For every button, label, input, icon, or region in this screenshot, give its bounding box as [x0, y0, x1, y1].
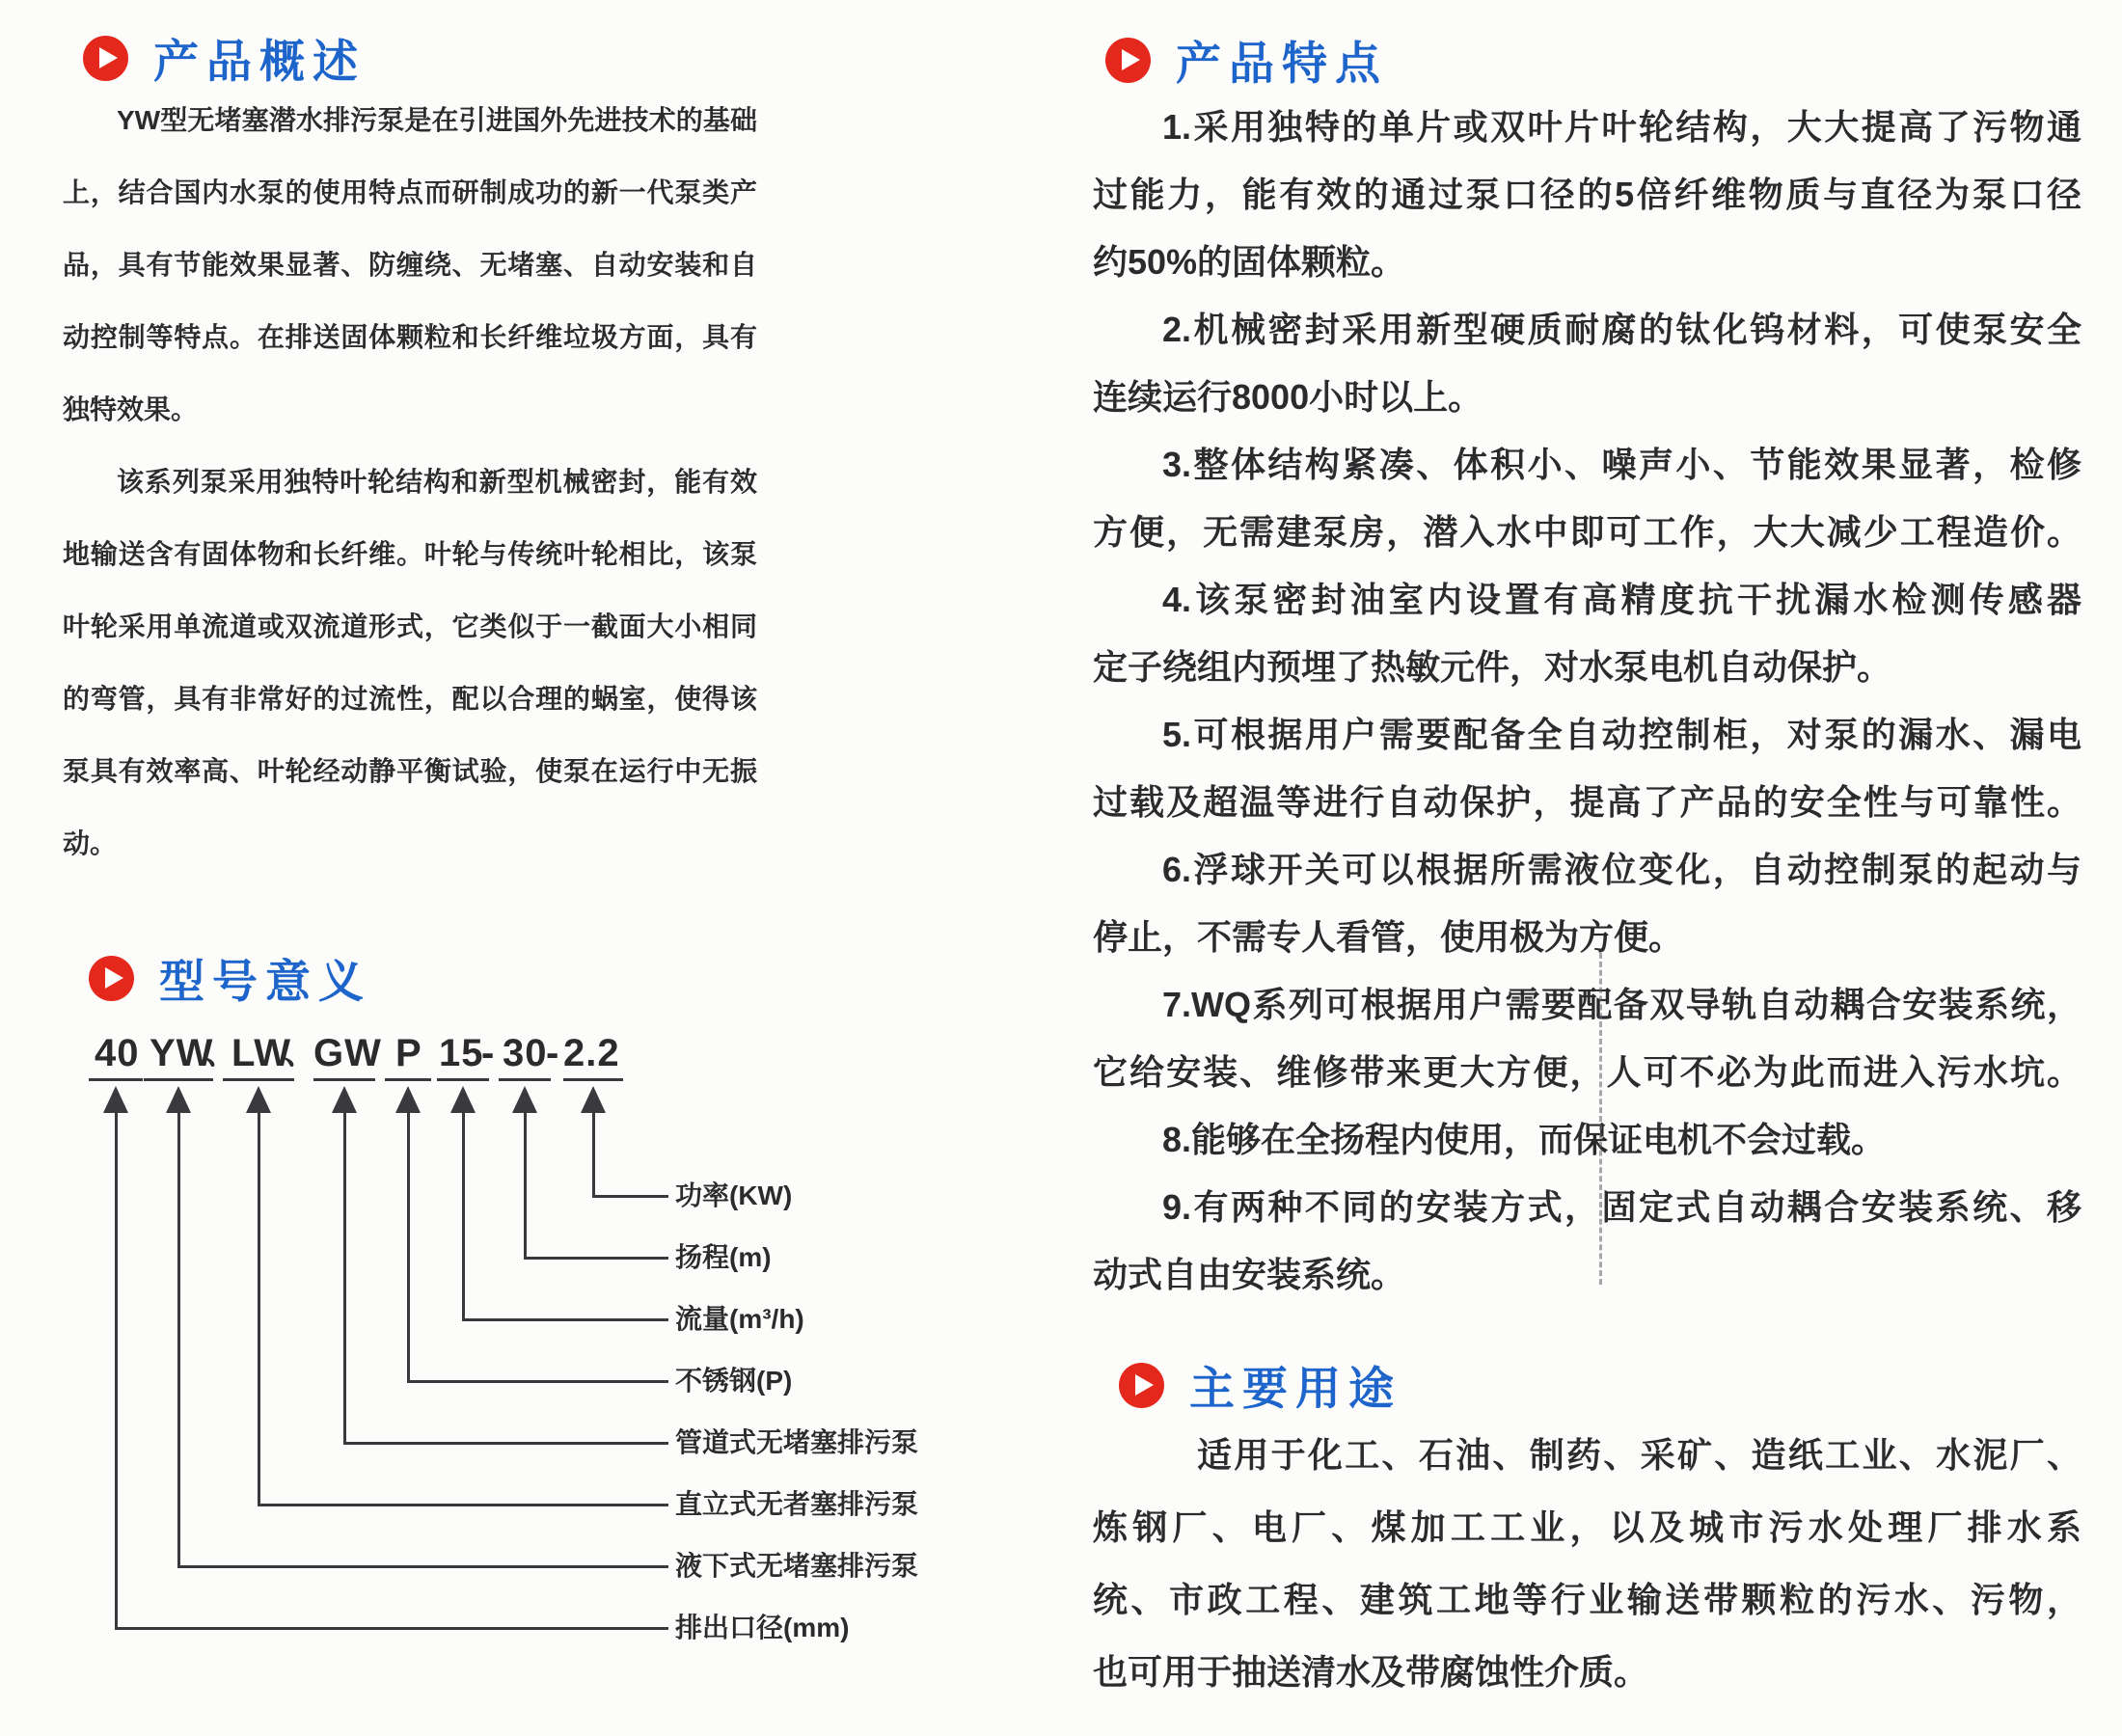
- connector-line: [343, 1113, 346, 1443]
- text-line: 动。: [63, 828, 118, 858]
- text-line: 叶轮采用单流道或双流道形式，它类似于一截面大小相同: [63, 611, 757, 641]
- text-line: 的弯管，具有非常好的过流性，配以合理的蜗室，使得该: [63, 684, 757, 714]
- code-underline: [313, 1078, 375, 1081]
- arrow-up-icon: [103, 1086, 128, 1113]
- text-line: 约50%的固体颗粒。: [1093, 242, 1406, 282]
- connector-line: [592, 1113, 595, 1196]
- arrow-up-icon: [166, 1086, 191, 1113]
- connector-line: [462, 1113, 465, 1319]
- model-code-part: 15: [439, 1032, 484, 1074]
- text-line: 统、市政工程、建筑工地等行业输送带颗粒的污水、污物，: [1093, 1580, 2081, 1619]
- arrow-up-icon: [450, 1086, 476, 1113]
- play-circle-icon: [1119, 1363, 1164, 1408]
- section-title-overview: 产品概述: [153, 35, 366, 87]
- text-line: 9.有两种不同的安装方式，固定式自动耦合安装系统、移: [1162, 1187, 2081, 1227]
- model-code-part: 30: [503, 1032, 548, 1074]
- model-code-part: 、: [204, 1035, 238, 1071]
- code-underline: [437, 1078, 489, 1081]
- text-line: 该系列泵采用独特叶轮结构和新型机械密封，能有效: [117, 467, 757, 497]
- model-code-part: YW: [150, 1032, 214, 1074]
- text-line: 4.该泵密封油室内设置有高精度抗干扰漏水检测传感器: [1162, 580, 2081, 619]
- text-line: 地输送含有固体物和长纤维。叶轮与传统叶轮相比，该泵: [63, 539, 757, 569]
- text-line: 停止，不需专人看管，使用极为方便。: [1093, 917, 1684, 957]
- connector-line: [177, 1113, 180, 1566]
- text-line: 5.可根据用户需要配备全自动控制柜，对泵的漏水、漏电: [1162, 715, 2081, 754]
- connector-line: [524, 1113, 527, 1258]
- text-line: 也可用于抽送清水及带腐蚀性介质。: [1093, 1652, 1649, 1692]
- features-list: [1093, 94, 2081, 1309]
- overview-paragraphs: [63, 84, 757, 880]
- connector-line: [115, 1627, 668, 1630]
- section-header-usage: [1119, 1358, 1401, 1412]
- text-line: 2.机械密封采用新型硬质耐腐的钛化钨材料，可使泵安全: [1162, 310, 2081, 349]
- code-underline: [385, 1078, 431, 1081]
- arrow-up-icon: [246, 1086, 271, 1113]
- code-meaning-label: 管道式无堵塞排污泵: [675, 1427, 919, 1457]
- connector-line: [407, 1113, 410, 1381]
- arrow-up-icon: [332, 1086, 357, 1113]
- connector-line: [177, 1565, 668, 1568]
- text-line: 适用于化工、石油、制药、采矿、造纸工业、水泥厂、: [1197, 1435, 2081, 1475]
- connector-line: [258, 1504, 668, 1506]
- text-line: 6.浮球开关可以根据所需液位变化，自动控制泵的起动与: [1162, 850, 2081, 889]
- connector-line: [343, 1442, 668, 1445]
- section-header-overview: [83, 31, 366, 85]
- text-line: 7.WQ系列可根据用户需要配备双导轨自动耦合安装系统，: [1162, 985, 2081, 1024]
- text-line: 定子绕组内预埋了热敏元件，对水泵电机自动保护。: [1093, 647, 1892, 687]
- code-meaning-label: 扬程(m): [675, 1242, 772, 1272]
- text-line: 动控制等特点。在排送固体颗粒和长纤维垃圾方面，具有: [63, 322, 757, 352]
- play-circle-icon: [83, 36, 128, 81]
- play-triangle-icon: [1135, 1374, 1154, 1396]
- code-meaning-label: 液下式无堵塞排污泵: [675, 1551, 919, 1581]
- text-line: 炼钢厂、电厂、煤加工工业，以及城市污水处理厂排水系: [1093, 1507, 2081, 1547]
- arrow-up-icon: [512, 1086, 537, 1113]
- model-code-part: LW: [231, 1032, 291, 1074]
- usage-paragraph: [1093, 1419, 2081, 1708]
- code-meaning-label: 功率(KW): [675, 1180, 793, 1210]
- model-code-part: P: [395, 1032, 422, 1074]
- model-code-part: -: [546, 1032, 560, 1074]
- text-line: 3.整体结构紧凑、体积小、噪声小、节能效果显著，检修: [1162, 445, 2081, 484]
- section-header-model: [89, 951, 371, 1005]
- connector-line: [115, 1113, 118, 1628]
- section-title-features: 产品特点: [1176, 37, 1388, 89]
- code-underline: [499, 1078, 551, 1081]
- connector-line: [524, 1257, 668, 1260]
- text-line: 过能力，能有效的通过泵口径的5倍纤维物质与直径为泵口径: [1093, 175, 2081, 214]
- text-line: 独特效果。: [63, 394, 199, 424]
- code-underline: [563, 1078, 623, 1081]
- model-code-part: -: [481, 1032, 496, 1074]
- code-underline: [89, 1078, 143, 1081]
- connector-line: [258, 1113, 260, 1505]
- code-underline: [223, 1078, 294, 1081]
- text-line: 过载及超温等进行自动保护，提高了产品的安全性与可靠性。: [1093, 782, 2081, 822]
- connector-line: [407, 1380, 668, 1383]
- text-line: 方便，无需建泵房，潜入水中即可工作，大大减少工程造价。: [1093, 512, 2081, 552]
- model-code-part: 、: [284, 1035, 317, 1071]
- code-meaning-label: 流量(m³/h): [675, 1304, 804, 1334]
- arrow-up-icon: [395, 1086, 421, 1113]
- text-line: 8.能够在全扬程内使用，而保证电机不会过载。: [1162, 1120, 1887, 1159]
- text-line: 品，具有节能效果显著、防缠绕、无堵塞、自动安装和自: [63, 250, 757, 280]
- play-circle-icon: [89, 956, 134, 1001]
- play-circle-icon: [1105, 38, 1151, 83]
- code-meaning-label: 不锈钢(P): [675, 1366, 793, 1396]
- text-line: 上，结合国内水泵的使用特点而研制成功的新一代泵类产: [63, 177, 757, 207]
- section-title-model: 型号意义: [159, 955, 371, 1007]
- arrow-up-icon: [581, 1086, 606, 1113]
- text-line: YW型无堵塞潜水排污泵是在引进国外先进技术的基础: [117, 105, 757, 135]
- play-triangle-icon: [99, 47, 118, 68]
- text-line: 动式自由安装系统。: [1093, 1255, 1406, 1294]
- text-line: 它给安装、维修带来更大方便，人可不必为此而进入污水坑。: [1093, 1052, 2081, 1092]
- code-meaning-label: 直立式无者塞排污泵: [675, 1489, 919, 1519]
- model-code-part: 2.2: [563, 1032, 620, 1074]
- connector-line: [592, 1195, 668, 1198]
- text-line: 泵具有效率高、叶轮经动静平衡试验，使泵在运行中无振: [63, 756, 757, 786]
- play-triangle-icon: [1122, 49, 1140, 70]
- section-title-usage: 主要用途: [1189, 1362, 1401, 1414]
- model-code-part: GW: [313, 1032, 382, 1074]
- code-underline: [144, 1078, 213, 1081]
- text-line: 1.采用独特的单片或双叶片叶轮结构，大大提高了污物通: [1162, 107, 2081, 147]
- code-meaning-label: 排出口径(mm): [675, 1613, 850, 1642]
- text-line: 连续运行8000小时以上。: [1093, 377, 1483, 417]
- play-triangle-icon: [105, 967, 123, 989]
- model-code-part: 40: [95, 1032, 140, 1074]
- section-header-features: [1105, 33, 1388, 87]
- scan-crease-line: [1599, 953, 1602, 1285]
- connector-line: [462, 1318, 668, 1321]
